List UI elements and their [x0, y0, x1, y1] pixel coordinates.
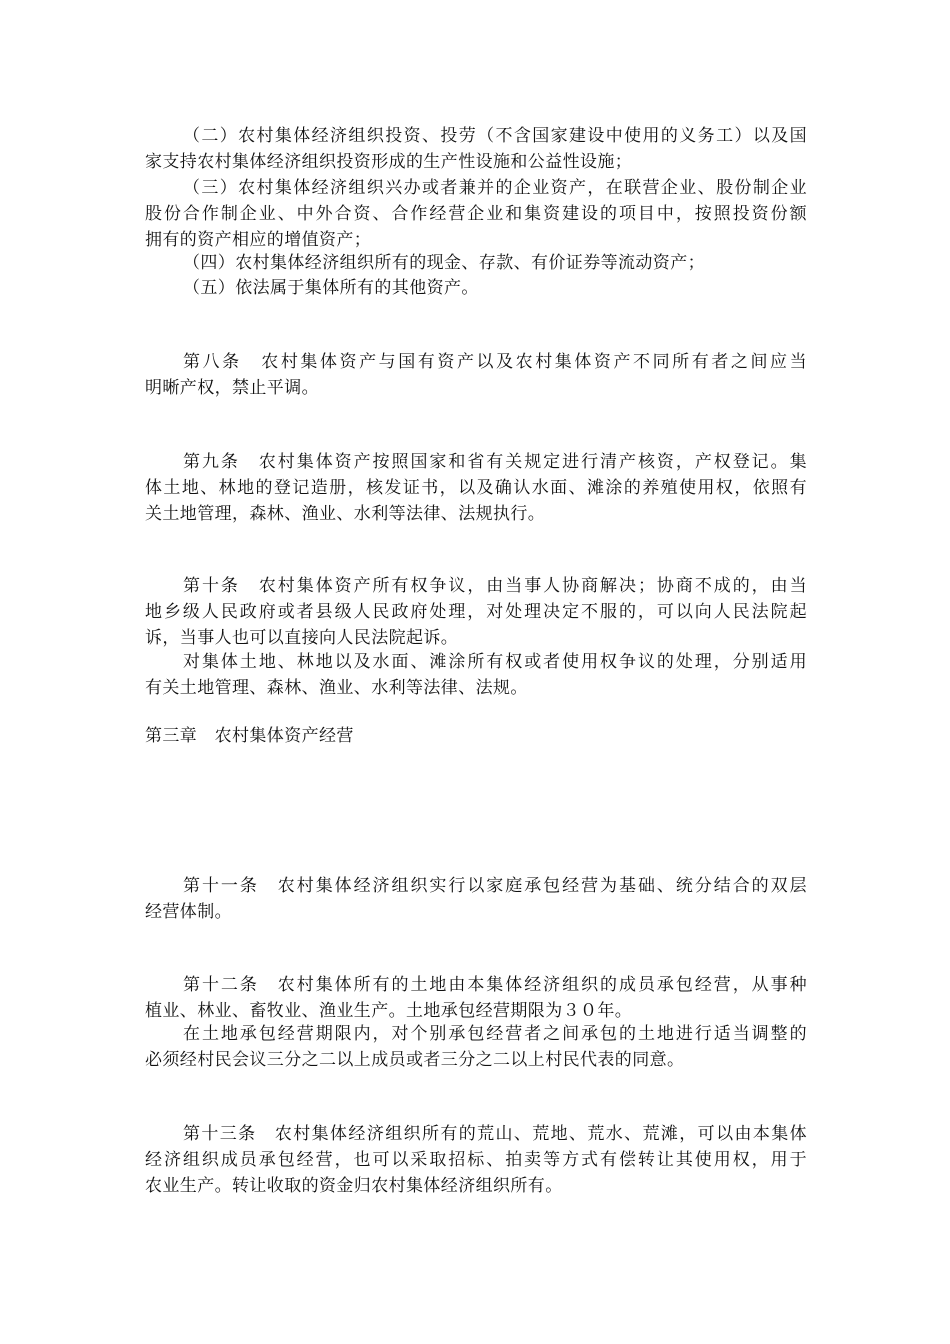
article-13-line-1: 第十三条 农村集体经济组织所有的荒山、荒地、荒水、荒滩，可以由本集体: [183, 1124, 807, 1144]
article-12-line-3: 在土地承包经营期限内，对个别承包经营者之间承包的土地进行适当调整的: [183, 1024, 807, 1044]
article-11-line-1: 第十一条 农村集体经济组织实行以家庭承包经营为基础、统分结合的双层: [183, 876, 807, 896]
article-13-line-3: 农业生产。转让收取的资金归农村集体经济组织所有。: [145, 1176, 563, 1196]
article-13-line-2: 经济组织成员承包经营，也可以采取招标、拍卖等方式有偿转让其使用权，用于: [145, 1150, 807, 1170]
item-4: （四）农村集体经济组织所有的现金、存款、有价证券等流动资产；: [183, 253, 705, 273]
article-10-line-4: 对集体土地、林地以及水面、滩涂所有权或者使用权争议的处理，分别适用: [183, 652, 807, 672]
item-3-line-1: （三）农村集体经济组织兴办或者兼并的企业资产，在联营企业、股份制企业: [183, 178, 807, 198]
article-10-line-5: 有关土地管理、森林、渔业、水利等法律、法规。: [145, 678, 528, 698]
article-9-line-1: 第九条 农村集体资产按照国家和省有关规定进行清产核资，产权登记。集: [183, 452, 807, 472]
item-3-line-2: 股份合作制企业、中外合资、合作经营企业和集资建设的项目中，按照投资份额: [145, 204, 807, 224]
article-10-line-3: 诉，当事人也可以直接向人民法院起诉。: [145, 628, 459, 648]
article-10-line-1: 第十条 农村集体资产所有权争议，由当事人协商解决；协商不成的，由当: [183, 576, 807, 596]
chapter-3-title: 第三章 农村集体资产经营: [145, 726, 354, 746]
article-12-line-4: 必须经村民会议三分之二以上成员或者三分之二以上村民代表的同意。: [145, 1050, 685, 1070]
item-2-line-1: （二）农村集体经济组织投资、投劳（不含国家建设中使用的义务工）以及国: [183, 126, 807, 146]
item-5: （五）依法属于集体所有的其他资产。: [183, 278, 479, 298]
article-11-line-2: 经营体制。: [145, 902, 232, 922]
item-3-line-3: 拥有的资产相应的增值资产；: [145, 230, 372, 250]
article-9-line-2: 体土地、林地的登记造册，核发证书，以及确认水面、滩涂的养殖使用权，依照有: [145, 478, 807, 498]
article-9-line-3: 关土地管理，森林、渔业、水利等法律、法规执行。: [145, 504, 546, 524]
article-8-line-1: 第八条 农村集体资产与国有资产以及农村集体资产不同所有者之间应当: [183, 352, 807, 372]
article-10-line-2: 地乡级人民政府或者县级人民政府处理，对处理决定不服的，可以向人民法院起: [145, 602, 807, 622]
article-12-line-2: 植业、林业、畜牧业、渔业生产。土地承包经营期限为３０年。: [145, 1001, 633, 1021]
article-8-line-2: 明晰产权，禁止平调。: [145, 378, 319, 398]
item-2-line-2: 家支持农村集体经济组织投资形成的生产性设施和公益性设施；: [145, 152, 633, 172]
article-12-line-1: 第十二条 农村集体所有的土地由本集体经济组织的成员承包经营，从事种: [183, 975, 807, 995]
